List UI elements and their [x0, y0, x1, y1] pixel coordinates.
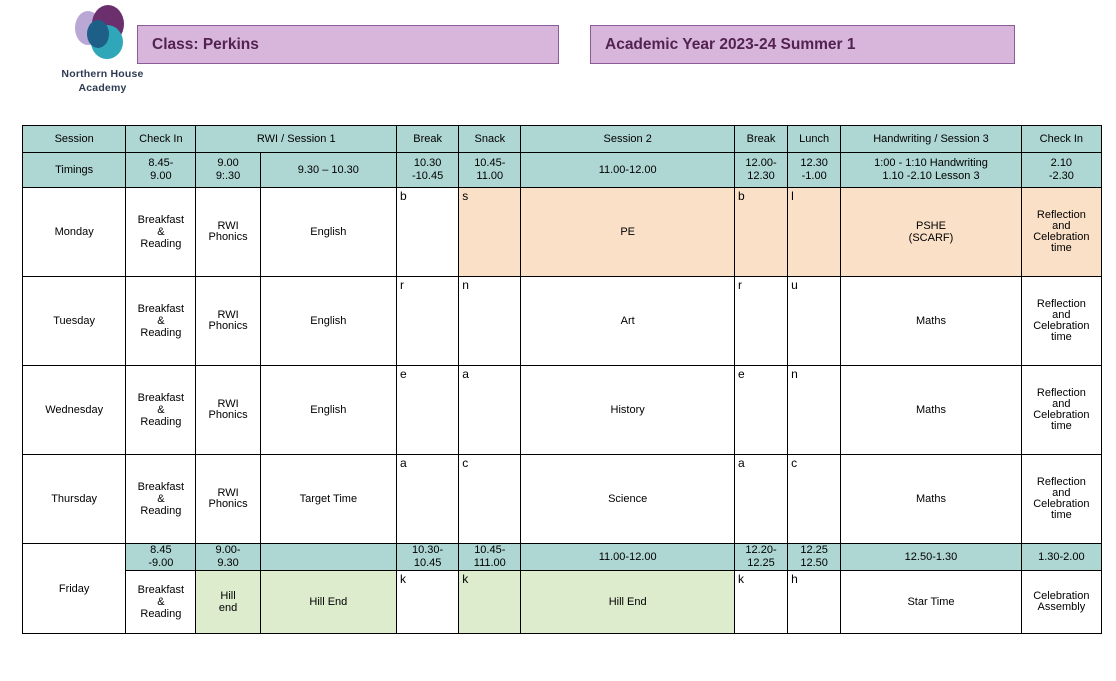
cell-session1-thursday: Target Time — [260, 455, 396, 544]
school-logo — [55, 4, 150, 96]
timing-check-out: 2.10 -2.30 — [1021, 153, 1101, 188]
timings-label: Timings — [23, 153, 126, 188]
cell-break2-tuesday — [734, 277, 787, 366]
friday-time-check-in: 8.45 -9.00 — [126, 544, 196, 571]
friday-time-rwi: 9.00- 9.30 — [196, 544, 260, 571]
col-header-break-1: Break — [397, 126, 459, 153]
friday-time-session3: 12.50-1.30 — [841, 544, 1021, 571]
cell-break2-monday — [734, 188, 787, 277]
cell-session3-monday: PSHE (SCARF) — [841, 188, 1021, 277]
col-header-snack: Snack — [459, 126, 521, 153]
col-header-check-in: Check In — [126, 126, 196, 153]
break1-corner-letter-thursday: a — [400, 456, 407, 470]
timing-break-1: 10.30 -10.45 — [397, 153, 459, 188]
friday-time-check-out: 1.30-2.00 — [1021, 544, 1101, 571]
cell-checkin-thursday: Breakfast & Reading — [126, 455, 196, 544]
timing-session3: 1:00 - 1:10 Handwriting 1.10 -2.10 Lesson 3 — [841, 153, 1021, 188]
friday-time-break-1: 10.30- 10.45 — [397, 544, 459, 571]
cell-lunch-friday — [788, 571, 841, 634]
cell-break2-wednesday — [734, 366, 787, 455]
cell-checkin-monday: Breakfast & Reading — [126, 188, 196, 277]
cell-checkout-monday: Reflection and Celebration time — [1021, 188, 1101, 277]
col-header-check-in-end: Check In — [1021, 126, 1101, 153]
lunch-corner-letter-thursday: c — [791, 456, 798, 470]
snack-corner-letter-monday: s — [462, 189, 469, 203]
cell-break1-wednesday — [397, 366, 459, 455]
academic-year-label: Academic Year 2023-24 Summer 1 — [605, 35, 856, 53]
friday-time-lunch: 12.25 12.50 — [788, 544, 841, 571]
day-label-monday: Monday — [23, 188, 126, 277]
cell-checkin-friday: Breakfast & Reading — [126, 571, 196, 634]
snack-corner-letter-thursday: c — [462, 456, 469, 470]
cell-session2-friday: Hill End — [521, 571, 735, 634]
cell-checkout-friday: Celebration Assembly — [1021, 571, 1101, 634]
cell-session1-friday: Hill End — [260, 571, 396, 634]
break2-corner-letter-thursday: a — [737, 456, 745, 470]
friday-time-snack: 10.45- 111.00 — [459, 544, 521, 571]
logo-text-line1: Northern House — [61, 68, 144, 80]
cell-snack-monday — [459, 188, 521, 277]
cell-snack-friday — [459, 571, 521, 634]
cell-rwi-monday: RWI Phonics — [196, 188, 260, 277]
lunch-corner-letter-monday: l — [791, 189, 794, 203]
academic-year-title-box — [590, 25, 1015, 64]
snack-corner-letter-friday: k — [462, 572, 469, 586]
cell-snack-tuesday — [459, 277, 521, 366]
table-row — [23, 571, 1102, 634]
friday-times-row — [23, 544, 1102, 571]
cell-break2-thursday — [734, 455, 787, 544]
cell-session3-thursday: Maths — [841, 455, 1021, 544]
cell-rwi-thursday: RWI Phonics — [196, 455, 260, 544]
cell-break2-friday — [734, 571, 787, 634]
logo-text-line2: Academy — [78, 82, 127, 94]
cell-break1-tuesday — [397, 277, 459, 366]
col-header-session: Session — [23, 126, 126, 153]
cell-checkin-tuesday: Breakfast & Reading — [126, 277, 196, 366]
cell-checkout-wednesday: Reflection and Celebration time — [1021, 366, 1101, 455]
lunch-corner-letter-tuesday: u — [791, 278, 798, 292]
page-header — [0, 0, 1116, 100]
cell-break1-monday — [397, 188, 459, 277]
friday-time-session1 — [260, 544, 396, 571]
day-label-wednesday: Wednesday — [23, 366, 126, 455]
cell-session1-tuesday: English — [260, 277, 396, 366]
cell-checkin-wednesday: Breakfast & Reading — [126, 366, 196, 455]
cell-rwi-friday: Hill end — [196, 571, 260, 634]
cell-session1-wednesday: English — [260, 366, 396, 455]
col-header-session2: Session 2 — [521, 126, 735, 153]
table-row — [23, 455, 1102, 544]
cell-checkout-tuesday: Reflection and Celebration time — [1021, 277, 1101, 366]
class-title-label: Class: Perkins — [152, 35, 259, 53]
timing-session2: 11.00-12.00 — [521, 153, 735, 188]
break1-corner-letter-tuesday: r — [400, 278, 405, 292]
timing-break-2: 12.00- 12.30 — [734, 153, 787, 188]
timing-check-in: 8.45- 9.00 — [126, 153, 196, 188]
cell-snack-thursday — [459, 455, 521, 544]
table-header-row — [23, 126, 1102, 153]
break2-corner-letter-tuesday: r — [737, 278, 742, 292]
cell-rwi-wednesday: RWI Phonics — [196, 366, 260, 455]
cell-checkout-thursday: Reflection and Celebration time — [1021, 455, 1101, 544]
break2-corner-letter-friday: k — [737, 572, 744, 586]
col-header-rwi-session1: RWI / Session 1 — [196, 126, 397, 153]
lunch-corner-letter-friday: h — [791, 572, 798, 586]
cell-session3-friday: Star Time — [841, 571, 1021, 634]
cell-session2-monday: PE — [521, 188, 735, 277]
break1-corner-letter-monday: b — [400, 189, 407, 203]
cell-lunch-thursday — [788, 455, 841, 544]
cell-session3-tuesday: Maths — [841, 277, 1021, 366]
class-title-box — [137, 25, 559, 64]
day-label-friday: Friday — [23, 544, 126, 634]
table-row — [23, 188, 1102, 277]
cell-session3-wednesday: Maths — [841, 366, 1021, 455]
cell-snack-wednesday — [459, 366, 521, 455]
timing-rwi: 9.00 9:.30 — [196, 153, 260, 188]
cell-session1-monday: English — [260, 188, 396, 277]
table-row — [23, 277, 1102, 366]
timing-snack: 10.45- 11.00 — [459, 153, 521, 188]
cell-lunch-monday — [788, 188, 841, 277]
col-header-handwriting-session3: Handwriting / Session 3 — [841, 126, 1021, 153]
cell-rwi-tuesday: RWI Phonics — [196, 277, 260, 366]
break2-corner-letter-wednesday: e — [737, 367, 745, 381]
cell-session2-thursday: Science — [521, 455, 735, 544]
cell-break1-friday — [397, 571, 459, 634]
cell-session2-tuesday: Art — [521, 277, 735, 366]
table-row — [23, 366, 1102, 455]
snack-corner-letter-tuesday: n — [462, 278, 469, 292]
timing-session1: 9.30 – 10.30 — [260, 153, 396, 188]
day-label-tuesday: Tuesday — [23, 277, 126, 366]
break1-corner-letter-wednesday: e — [400, 367, 407, 381]
snack-corner-letter-wednesday: a — [462, 367, 469, 381]
cell-session2-wednesday: History — [521, 366, 735, 455]
lunch-corner-letter-wednesday: n — [791, 367, 798, 381]
weekly-timetable — [22, 125, 1102, 634]
cell-lunch-wednesday — [788, 366, 841, 455]
col-header-lunch: Lunch — [788, 126, 841, 153]
logo-mark-icon — [70, 4, 136, 66]
break2-corner-letter-monday: b — [737, 189, 745, 203]
day-label-thursday: Thursday — [23, 455, 126, 544]
friday-time-break-2: 12.20- 12.25 — [734, 544, 787, 571]
cell-break1-thursday — [397, 455, 459, 544]
timing-lunch: 12.30 -1.00 — [788, 153, 841, 188]
break1-corner-letter-friday: k — [400, 572, 407, 586]
cell-lunch-tuesday — [788, 277, 841, 366]
col-header-break-2: Break — [734, 126, 787, 153]
timings-row — [23, 153, 1102, 188]
friday-time-session2: 11.00-12.00 — [521, 544, 735, 571]
